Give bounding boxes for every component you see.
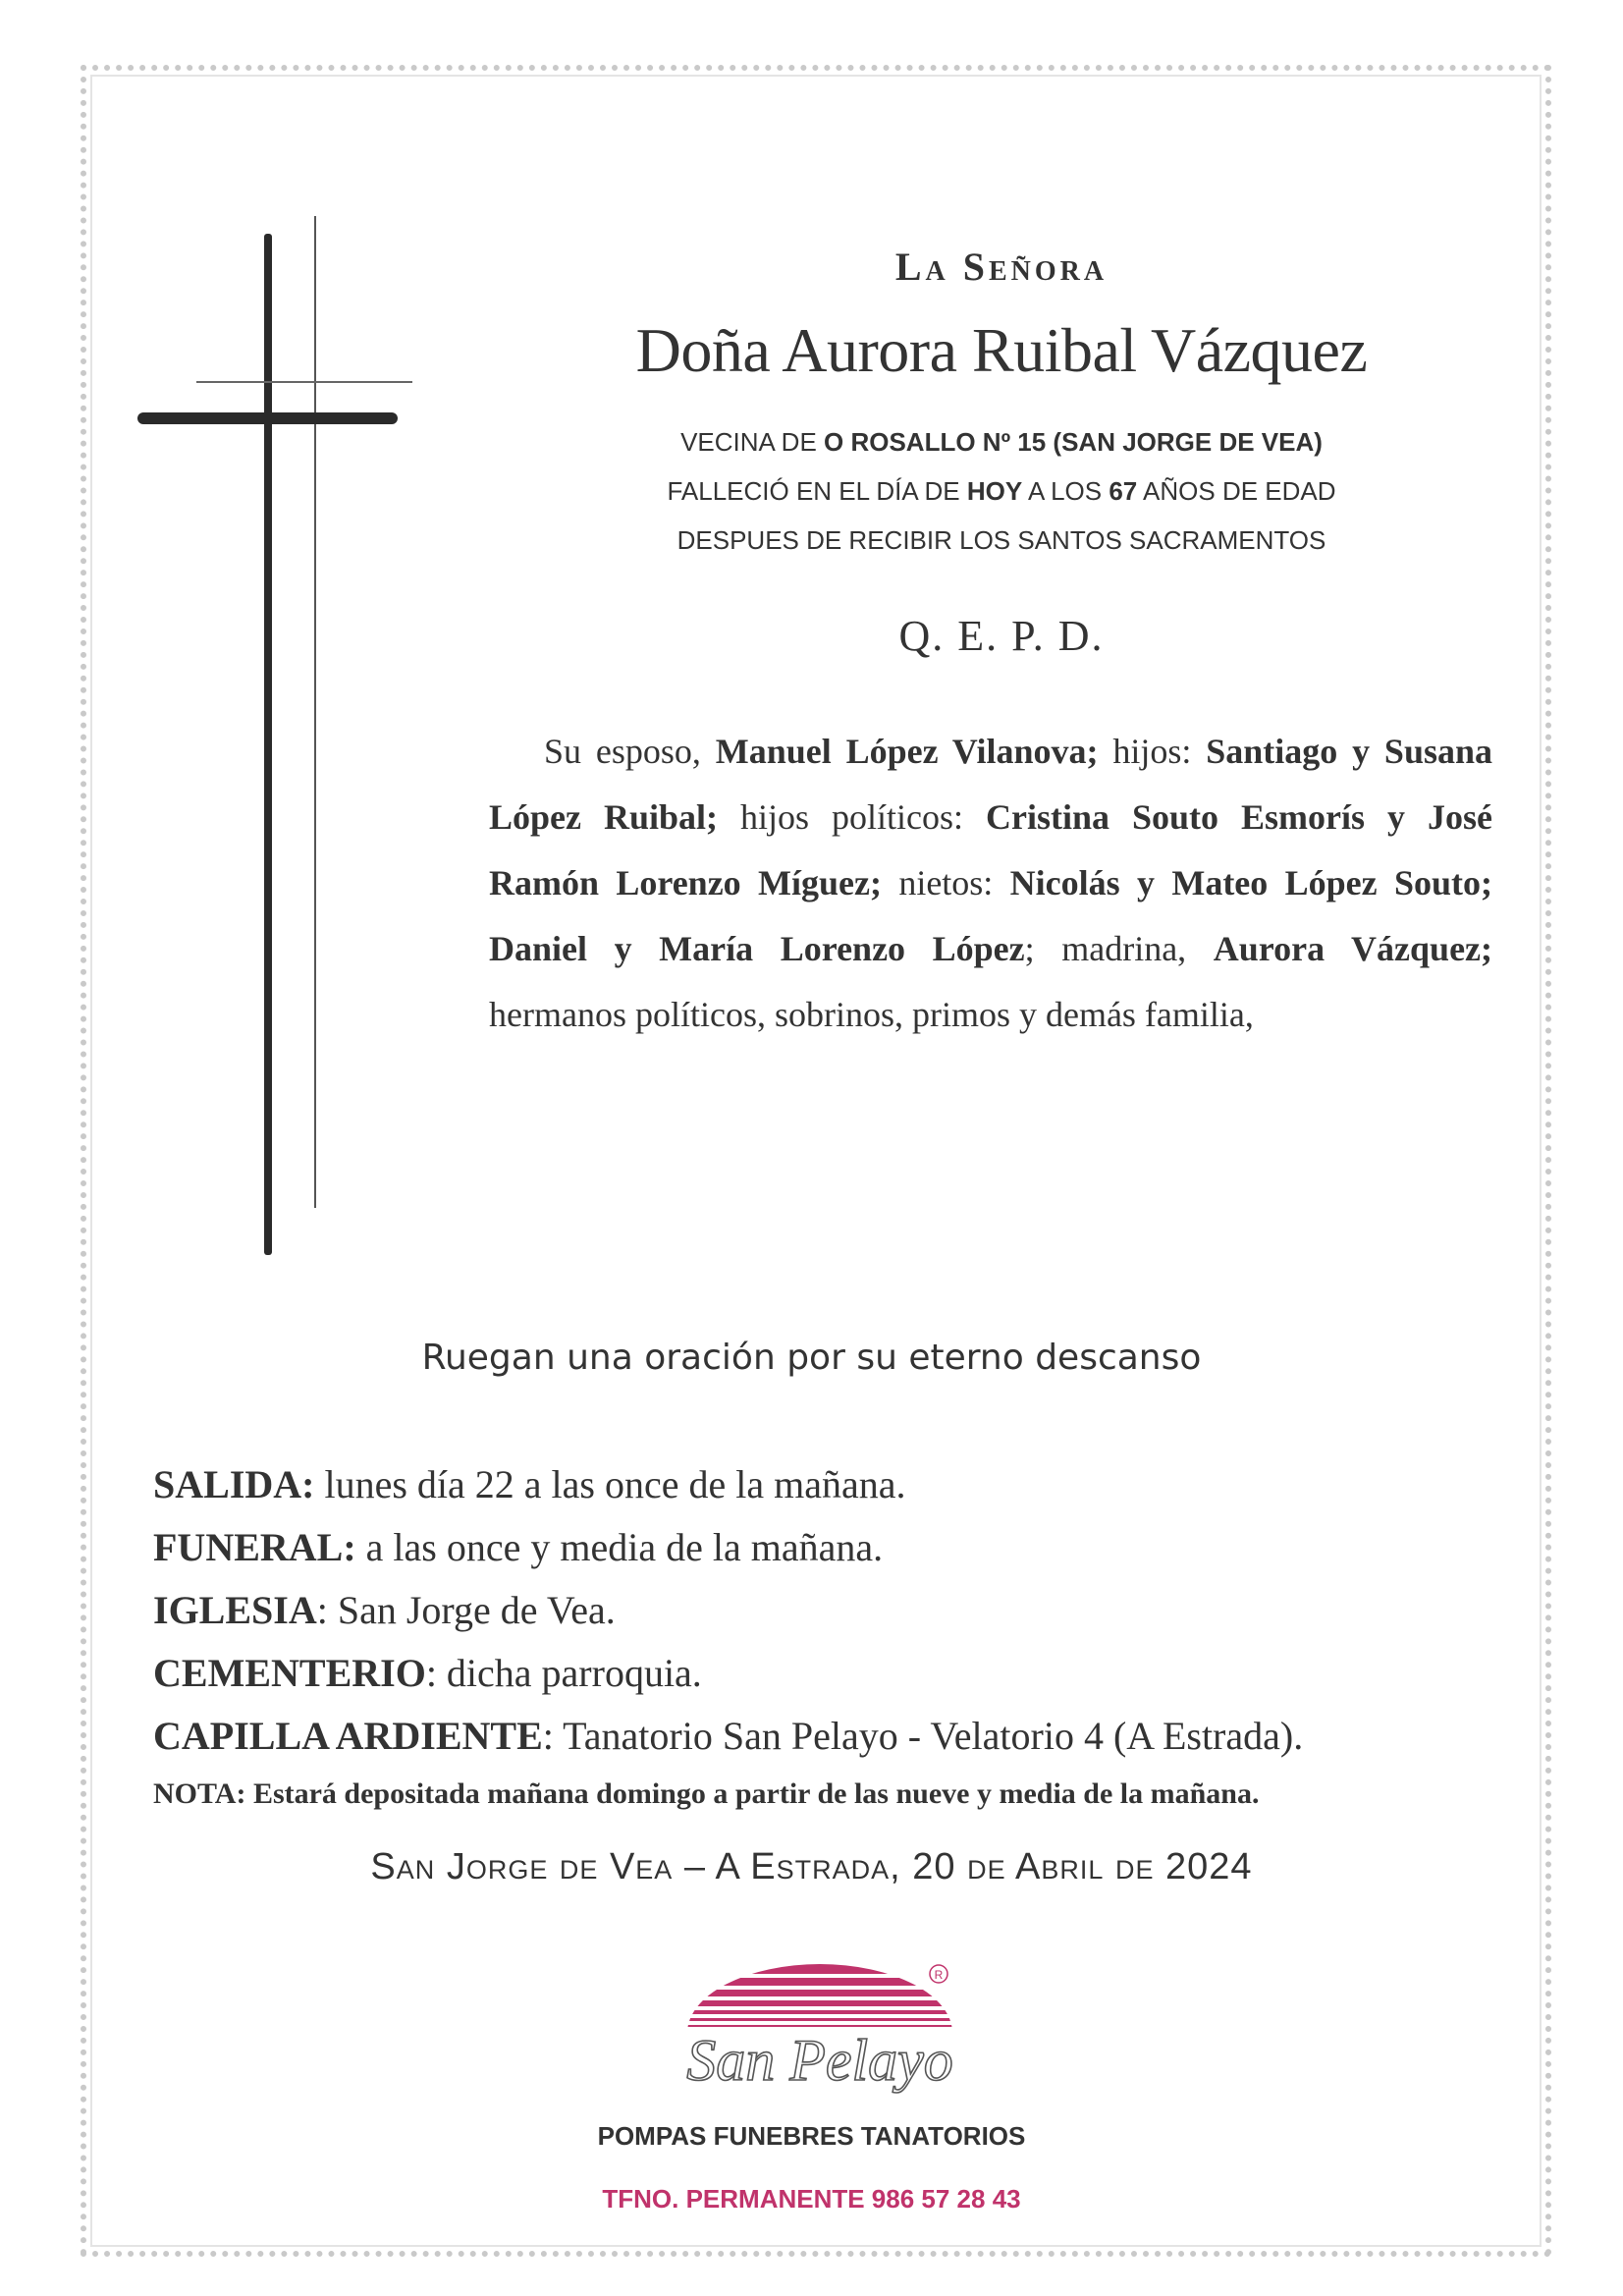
phone-number: TFNO. PERMANENTE 986 57 28 43 (602, 2184, 1021, 2214)
family-name: Aurora Vázquez; (1213, 929, 1493, 968)
funeral-row: FUNERAL: a las once y media de la mañana. (153, 1525, 884, 1569)
cementerio-row: CEMENTERIO: dicha parroquia. (153, 1651, 702, 1695)
family-name: Santiago y Susana López Ruibal; (489, 732, 1492, 837)
iglesia-row: IGLESIA: San Jorge de Vea. (153, 1588, 616, 1632)
family-name: Nicolás y Mateo López Souto; Daniel y María Lorenzo López (489, 863, 1492, 968)
svg-text:San Pelayo: San Pelayo (686, 2028, 953, 2093)
prayer-request: Ruegan una oración por su eterno descanso (421, 1338, 1202, 1378)
family-paragraph (489, 719, 1492, 1048)
family-text: ; madrina, (1024, 929, 1214, 968)
heading: La Señora (894, 245, 1109, 289)
note: NOTA: Estará depositada mañana domingo a partir de las nueve y media de la mañana. (153, 1777, 1260, 1810)
cross-icon (137, 216, 422, 1257)
family-name: Cristina Souto Esmorís y José Ramón Lorenzo Míguez; (489, 797, 1492, 902)
salida-row: SALIDA: lunes día 22 a las once de la mañana. (153, 1462, 906, 1506)
capilla-row: CAPILLA ARDIENTE: Tanatorio San Pelayo - Velatorio 4 (A Estrada). (153, 1714, 1304, 1758)
family-text: hijos políticos: (718, 797, 986, 837)
qepd: Q. E. P. D. (898, 612, 1105, 660)
deceased-name: Doña Aurora Ruibal Vázquez (635, 315, 1368, 385)
family-name: Manuel López Vilanova; (715, 732, 1099, 771)
family-text: Su esposo, (544, 732, 716, 771)
sacraments-line: DESPUES DE RECIBIR LOS SANTOS SACRAMENTOS (676, 525, 1326, 555)
ceremony-details (153, 1453, 1528, 1768)
family-text: hermanos políticos, sobrinos, primos y demás familia, (489, 995, 1254, 1034)
death-line: FALLECIÓ EN EL DÍA DE HOY A LOS 67 AÑOS DE EDAD (667, 476, 1336, 506)
family-text: nietos: (881, 863, 1010, 902)
family-text: hijos: (1098, 732, 1207, 771)
company-name: POMPAS FUNEBRES TANATORIOS (597, 2121, 1026, 2151)
place-date: San Jorge de Vea – A Estrada, 20 de Abril de 2024 (370, 1846, 1253, 1887)
residence-line: VECINA DE O ROSALLO Nº 15 (SAN JORGE DE VEA) (680, 427, 1323, 457)
san-pelayo-logo (668, 1954, 972, 2111)
svg-text:R: R (934, 1968, 944, 1982)
